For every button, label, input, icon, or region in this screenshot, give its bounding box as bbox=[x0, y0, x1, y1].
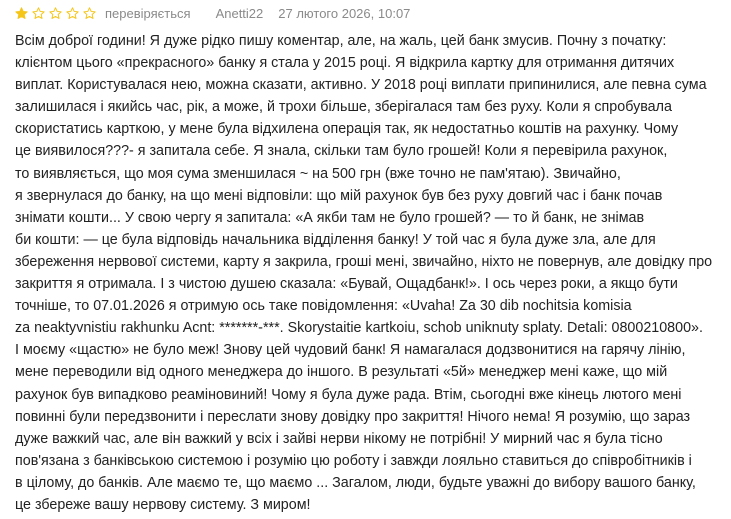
review-text-line: це виявилося???- я запитала себе. Я знала, скільки там було грошей! Коли я перевірила рахунок, bbox=[15, 143, 668, 160]
star-empty-icon bbox=[32, 7, 45, 20]
review-text-line: я звернулася до банку, на що мені відповіли: що мій рахунок був без руху довгий час і банк почав bbox=[15, 187, 663, 204]
review-meta bbox=[15, 3, 410, 23]
review-text-line: рахунок був випадково реаміновиний! Чому я була дуже рада. Втім, сьогодні вже кінець лютого мені bbox=[15, 386, 682, 403]
star-empty-icon bbox=[66, 7, 79, 20]
rating-stars bbox=[15, 7, 96, 20]
review-text-line: знімати кошти... У свою чергу я запитала: «А якби там не було грошей? — то й банк, не знімав bbox=[15, 209, 645, 226]
review-author[interactable]: Anetti22 bbox=[215, 5, 264, 21]
star-filled-icon bbox=[15, 7, 28, 20]
review-text-line: мене переводили від одного менеджера до іншого. В результаті «5й» менеджер мені каже, що мій bbox=[15, 364, 668, 381]
review-text-line: дуже важкий час, але він важкий у всіх і зайві нерви нікому не потрібні! У мирний час я була тісно bbox=[15, 430, 663, 447]
review-text-line: це збереже вашу нервову систему. З миром! bbox=[15, 496, 311, 513]
star-empty-icon bbox=[49, 7, 62, 20]
review-text-line: І моєму «щастю» не було меж! Знову цей чудовий банк! Я намагалася додзвонитися на гарячу лінію, bbox=[15, 342, 686, 359]
star-empty-icon bbox=[83, 7, 96, 20]
review-text-line: Всім доброї години! Я дуже рідко пишу коментар, але, на жаль, цей банк змусив. Почну з початку: bbox=[15, 33, 667, 49]
review-text-line: повинні були передзвонити і переслати знову довідку про закриття! Нічого нема! Я розумію, що зараз bbox=[15, 408, 691, 425]
review-text-line: клієнтом цього «прекрасного» банку я стала у 2015 році. Я відкрила картку для отримання дитячих bbox=[15, 55, 675, 72]
review-text bbox=[15, 30, 720, 516]
review-text-line: то виявляється, що моя сума зменшилася ~ на 500 грн (вже точно не пам'ятаю). Звичайно, bbox=[15, 165, 621, 182]
review-text-line: скористатись карткою, у мене була відхилена операція так, як недостатньо коштів на рахунку. Чому bbox=[15, 121, 679, 138]
review-text-line: za neaktyvnistiu rakhunku Acnt: *******-***. Skorystaitie kartkoiu, schob uniknuty splaty. Detali: 0800210800». bbox=[15, 320, 703, 337]
review-text-line: закриття я отримала. І з чистою душею сказала: «Бувай, Ощадбанк!». І ось через роки, а якщо бути bbox=[15, 276, 678, 293]
moderation-status: перевіряється bbox=[105, 5, 191, 21]
review-date: 27 лютого 2026, 10:07 bbox=[278, 5, 411, 21]
review-text-line: збереження нервової системи, карту я закрила, гроші мені, звичайно, ніхто не повернув, але довідку про bbox=[15, 253, 713, 270]
review-text-line: виплат. Користувалася нею, можна сказати, активно. У 2018 році виплати припинилися, але певна сума bbox=[15, 77, 707, 94]
review-text-line: в цілому, до банків. Але маємо те, що маємо ... Загалом, люди, будьте уважні до вибору вашого банку, bbox=[15, 474, 696, 491]
review-text-line: пов'язана з банківською системою і розумію цю роботу і завжди лояльно ставиться до співробітників і bbox=[15, 452, 692, 469]
review-text-line: залишилася і якийсь час, рік, а може, й трохи більше, зберігалася там без руху. Коли я спробувала bbox=[15, 99, 672, 116]
review-text-line: би кошти: — це була відповідь начальника відділення банку! У той час я була дуже зла, але для bbox=[15, 231, 656, 248]
review-text-line: точніше, то 07.01.2026 я отримую ось таке повідомлення: «Uvaha! Za 30 dib nochitsia komisia bbox=[15, 298, 632, 315]
